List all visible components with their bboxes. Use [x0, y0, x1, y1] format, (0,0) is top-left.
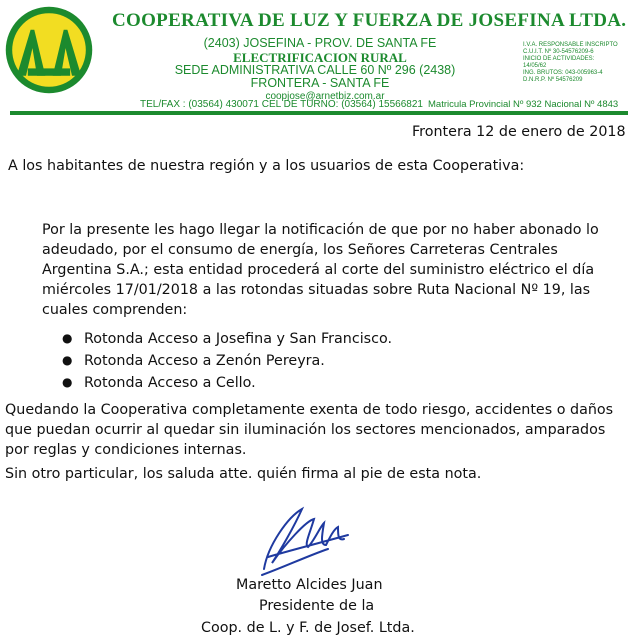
- letterhead-subtitle: ELECTRIFICACION RURAL: [233, 50, 407, 65]
- signer-organization: Coop. de L. y F. de Josef. Ltda.: [201, 620, 415, 636]
- paragraph-line: adeudado, por el consumo de energía, los Señores Carreteras Centrales: [42, 242, 558, 258]
- phone-line: TEL/FAX : (03564) 430071 CEL DE TURNO: (03564) 15566821: [140, 99, 423, 110]
- list-item: ● Rotonda Acceso a Zenón Pereyra.: [84, 353, 325, 369]
- paragraph-line: que puedan ocurrir al quedar sin iluminación los sectores mencionados, amparados: [5, 422, 606, 438]
- signer-title: Presidente de la: [259, 598, 375, 614]
- email-address: coopjose@arnetbiz.com.ar: [265, 91, 385, 102]
- list-item: ● Rotonda Acceso a Cello.: [84, 375, 256, 391]
- paragraph-line: Por la presente les hago llegar la notificación de que por no haber abonado lo: [42, 222, 599, 238]
- tax-info-line: C.U.I.T. Nº 30-54576209-6: [523, 49, 594, 55]
- admin-address: SEDE ADMINISTRATIVA CALLE 60 Nº 296 (2438): [174, 63, 456, 77]
- tax-info-line: ING. BRUTOS: 043-005963-4: [523, 70, 603, 76]
- tax-info-line: D.N.R.P. Nº 54576209: [523, 77, 583, 83]
- paragraph-line: miércoles 17/01/2018 a las rotondas situadas sobre Ruta Nacional Nº 19, las: [42, 282, 591, 298]
- paragraph-line: Argentina S.A.; esta entidad procederá al corte del suministro eléctrico el día: [42, 262, 595, 278]
- paragraph-line: por reglas y condiciones internas.: [5, 442, 247, 458]
- paragraph-line: cuales comprenden:: [42, 302, 188, 318]
- tax-info: [523, 42, 618, 84]
- signature: [258, 505, 353, 577]
- registration-numbers: Matricula Provincial Nº 932 Nacional Nº 4843: [428, 99, 619, 110]
- signer-name: Maretto Alcides Juan: [236, 577, 383, 593]
- org-name: COOPERATIVA DE LUZ Y FUERZA DE JOSEFINA LTDA.: [112, 10, 627, 31]
- letter-date: Frontera 12 de enero de 2018: [412, 124, 626, 140]
- list-item: ● Rotonda Acceso a Josefina y San Francisco.: [84, 331, 392, 347]
- tax-info-line: INICIO DE ACTIVIDADES:: [523, 56, 595, 62]
- tax-info-line: 14/05/62: [523, 63, 547, 69]
- closing-line: Sin otro particular, los saluda atte. quién firma al pie de esta nota.: [5, 466, 482, 482]
- paragraph-line: Quedando la Cooperativa completamente exenta de todo riesgo, accidentes o daños: [5, 402, 614, 418]
- city-line: FRONTERA - SANTA FE: [250, 76, 390, 90]
- letter-greeting: A los habitantes de nuestra región y a los usuarios de esta Cooperativa:: [8, 158, 525, 174]
- address-line: (2403) JOSEFINA - PROV. DE SANTA FE: [203, 36, 437, 50]
- letterhead-divider: [10, 111, 628, 115]
- tax-info-line: I.V.A. RESPONSABLE INSCRIPTO: [523, 42, 618, 48]
- cooperative-logo: [3, 4, 95, 96]
